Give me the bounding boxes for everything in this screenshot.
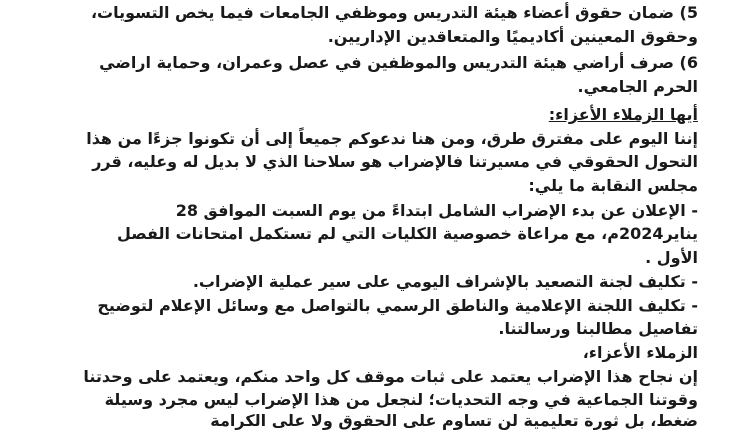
demand-5-line-1: 5) ضمان حقوق أعضاء هيئة التدريس وموظفي الجامعات فيما يخص التسويات، xyxy=(90,3,698,22)
decision-1-line-1: - الإعلان عن بدء الإضراب الشامل ابتداءً من يوم السبت الموافق 28 xyxy=(175,201,698,220)
paragraph-line-1: إننا اليوم على مفترق طرق، ومن هنا ندعوكم جميعاً إلى أن تكونوا جزءًا من هذا xyxy=(86,129,698,148)
decision-3-line-1: - تكليف اللجنة الإعلامية والناطق الرسمي بالتواصل مع وسائل الإعلام لتوضيح xyxy=(97,296,698,315)
closing-line-2: وقوتنا الجماعية في وجه التحديات؛ لنجعل من هذا الإضراب ليس مجرد وسيلة xyxy=(104,390,698,409)
paragraph-line-2: التحول الحقوقي في مسيرتنا فالإضراب هو سلاحنا الذي لا بديل له وعليه، قرر xyxy=(92,152,698,171)
demand-6-line-1: 6) صرف أراضي هيئة التدريس والموظفين في عصل وعمران، وحماية اراضي xyxy=(99,53,698,72)
decision-2-line: - تكليف لجنة التصعيد بالإشراف اليومي على سير عملية الإضراب. xyxy=(192,272,698,291)
closing-line-3: ضغط، بل ثورة تعليمية لن تساوم على الحقوق ولا على الكرامة xyxy=(210,411,698,430)
demand-5-line-2: وحقوق المعينين أكاديميًا والمتعاقدين الإداريين. xyxy=(327,27,698,46)
decision-1-line-3: الأول . xyxy=(645,248,698,267)
closing-line-1: إن نجاح هذا الإضراب يعتمد على ثبات موقف كل واحد منكم، ويعتمد على وحدتنا xyxy=(83,367,698,386)
demand-6-line-2: الحرم الجامعي. xyxy=(577,77,698,96)
colleagues-heading: أيها الزملاء الأعزاء: xyxy=(548,105,698,124)
colleagues-salutation: الزملاء الأعزاء، xyxy=(582,343,698,362)
paragraph-line-3: مجلس النقابة ما يلي: xyxy=(528,176,698,195)
decision-1-line-2: يناير2024م، مع مراعاة خصوصية الكليات التي لم تستكمل امتحانات الفصل xyxy=(116,224,698,243)
decision-3-line-2: تفاصيل مطالبنا ورسالتنا. xyxy=(498,319,698,338)
